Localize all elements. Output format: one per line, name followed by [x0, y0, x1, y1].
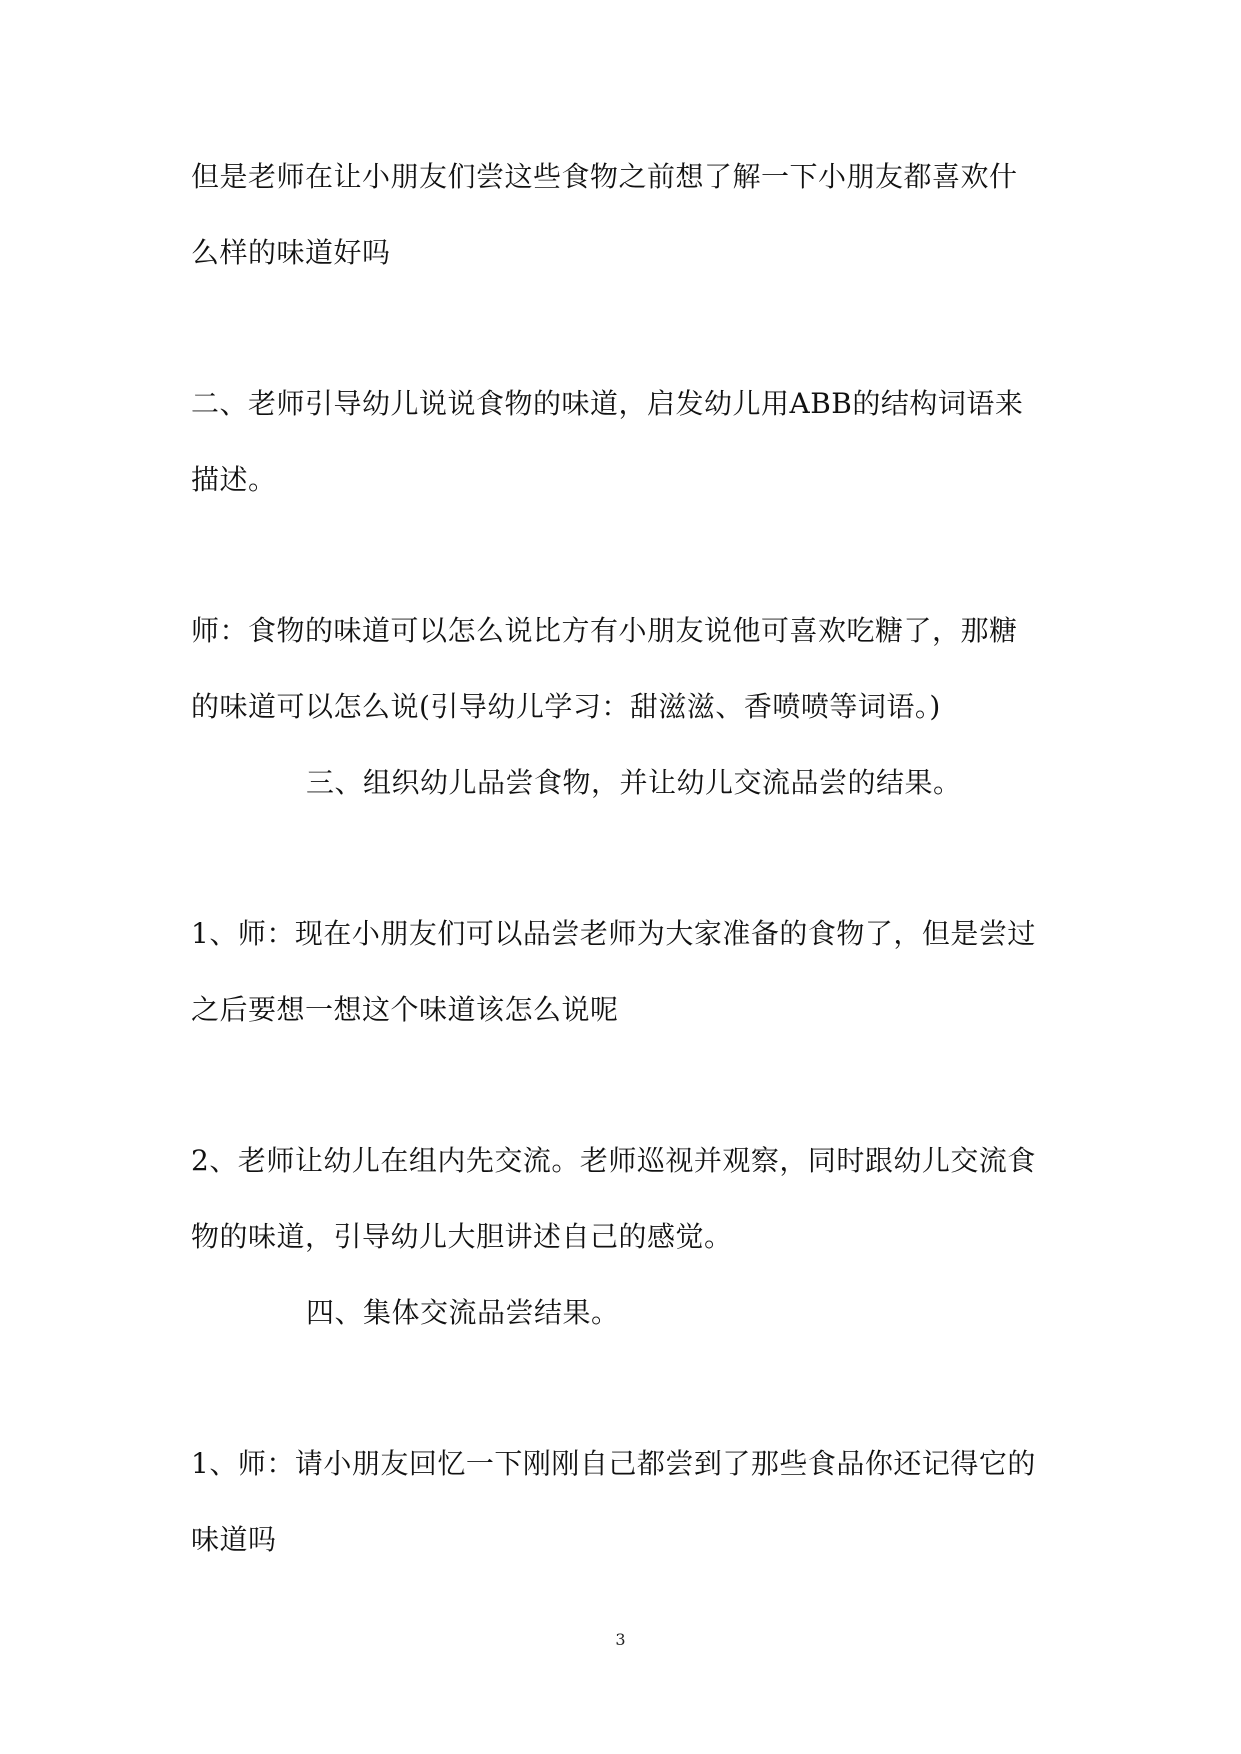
text-line-6: 的味道可以怎么说(引导幼儿学习：甜滋滋、香喷喷等词语。)	[191, 690, 941, 723]
text-line-4: 描述。	[191, 463, 277, 496]
page-number: 3	[615, 1630, 626, 1649]
text-line-8: 1、师：现在小朋友们可以品尝老师为大家准备的食物了，但是尝过	[191, 917, 1036, 950]
text-line-5: 师：食物的味道可以怎么说比方有小朋友说他可喜欢吃糖了，那糖	[191, 614, 1018, 647]
text-line-13: 1、师：请小朋友回忆一下刚刚自己都尝到了那些食品你还记得它的	[191, 1447, 1036, 1480]
text-line-1: 但是老师在让小朋友们尝这些食物之前想了解一下小朋友都喜欢什	[191, 160, 1018, 193]
text-line-10: 2、老师让幼儿在组内先交流。老师巡视并观察，同时跟幼儿交流食	[191, 1144, 1036, 1177]
section-heading-2: 二、老师引导幼儿说说食物的味道，启发幼儿用ABB的结构词语来	[191, 387, 1024, 420]
text-line-14: 味道吗	[191, 1523, 277, 1556]
section-heading-4: 四、集体交流品尝结果。	[306, 1296, 620, 1329]
text-line-9: 之后要想一想这个味道该怎么说呢	[191, 993, 619, 1026]
section-heading-3: 三、组织幼儿品尝食物，并让幼儿交流品尝的结果。	[306, 766, 962, 799]
text-line-2: 么样的味道好吗	[191, 236, 391, 269]
text-line-11: 物的味道，引导幼儿大胆讲述自己的感觉。	[191, 1220, 733, 1253]
